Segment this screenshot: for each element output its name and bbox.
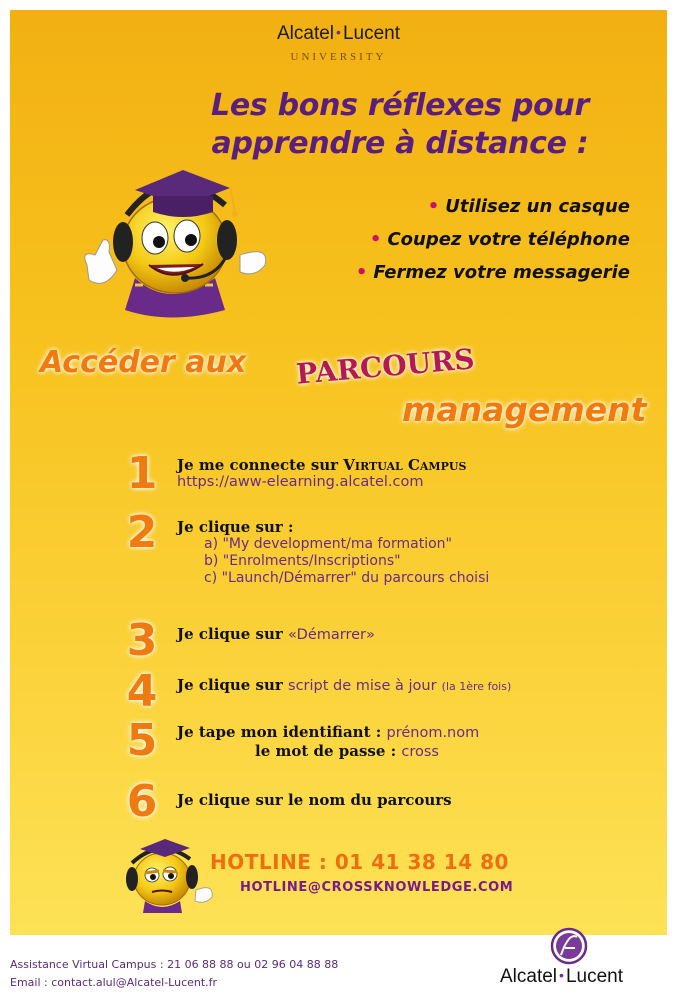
step-5: Je tape mon identifiant : prénom.nom le mot de passe : cross [177,723,480,760]
headline-line-1: Les bons réflexes pour [211,88,589,123]
tips-list [310,190,630,289]
step-2-option-c: c) "Launch/Démarrer" du parcours choisi [204,570,490,586]
step-2: Je clique sur : a) "My development/ma formation" b) "Enrolments/Inscriptions" c) "Launch/Démarrer" du parcours choisi [177,518,490,586]
step-2-option-b: b) "Enrolments/Inscriptions" [204,553,401,569]
bullet-icon: • [427,196,440,217]
tip-item: • Coupez votre téléphone [369,229,630,250]
step-2-option-a: a) "My development/ma formation" [204,536,452,552]
brand-name-left: Alcatel [277,23,335,44]
step-number-2: 2 [126,507,158,558]
banner-management: management [402,390,647,429]
brand-subtitle: UNIVERSITY [290,51,387,63]
step-4: Je clique sur script de mise à jour (la 1ère fois) [177,676,512,694]
step-number-4: 4 [126,666,158,717]
bullet-icon: • [369,229,382,250]
bullet-icon: • [355,262,368,283]
footer-email[interactable]: Email : contact.alul@Alcatel-Lucent.fr [10,976,218,989]
step-5-password: cross [401,744,439,760]
alcatel-lucent-logo-icon [547,926,591,966]
banner-access: Accéder aux [40,345,247,380]
step-5-username: prénom.nom [386,725,480,741]
step-3: Je clique sur «Démarrer» [177,625,375,643]
step-number-6: 6 [126,776,158,827]
virtual-campus-label: Virtual Campus [343,456,467,474]
headline [190,87,610,163]
poster [10,10,667,935]
headline-line-2: apprendre à distance : [211,126,589,161]
brand-dot: • [336,24,341,40]
step-number-3: 3 [126,615,158,666]
step-6: Je clique sur le nom du parcours [177,791,452,809]
step-4-value: script de mise à jour [288,678,437,694]
brand-name-right: Lucent [342,23,400,44]
smiley-mascot-small [110,835,220,915]
brand-logo-top [10,23,667,45]
step-number-1: 1 [126,448,158,499]
step-number-5: 5 [126,715,158,766]
smiley-mascot-graduate [65,160,280,320]
step-3-value: «Démarrer» [288,627,375,643]
step-1: Je me connecte sur Virtual Campus https://aww-elearning.alcatel.com [177,456,467,490]
brand-dot: • [559,967,564,983]
hotline-number: HOTLINE : 01 41 38 14 80 [210,850,509,874]
elearning-url-link[interactable]: https://aww-elearning.alcatel.com [177,474,424,490]
footer-assistance: Assistance Virtual Campus : 21 06 88 88 ou 02 96 04 88 88 [10,958,339,971]
step-4-note: (la 1ère fois) [441,680,512,693]
tip-item: • Fermez votre messagerie [355,262,630,283]
banner-parcours: PARCOURS [294,342,476,391]
hotline-email-link[interactable]: HOTLINE@CROSSKNOWLEDGE.COM [240,880,514,895]
tip-item: • Utilisez un casque [427,196,630,217]
brand-logo-bottom: Alcatel • Lucent [500,966,623,987]
